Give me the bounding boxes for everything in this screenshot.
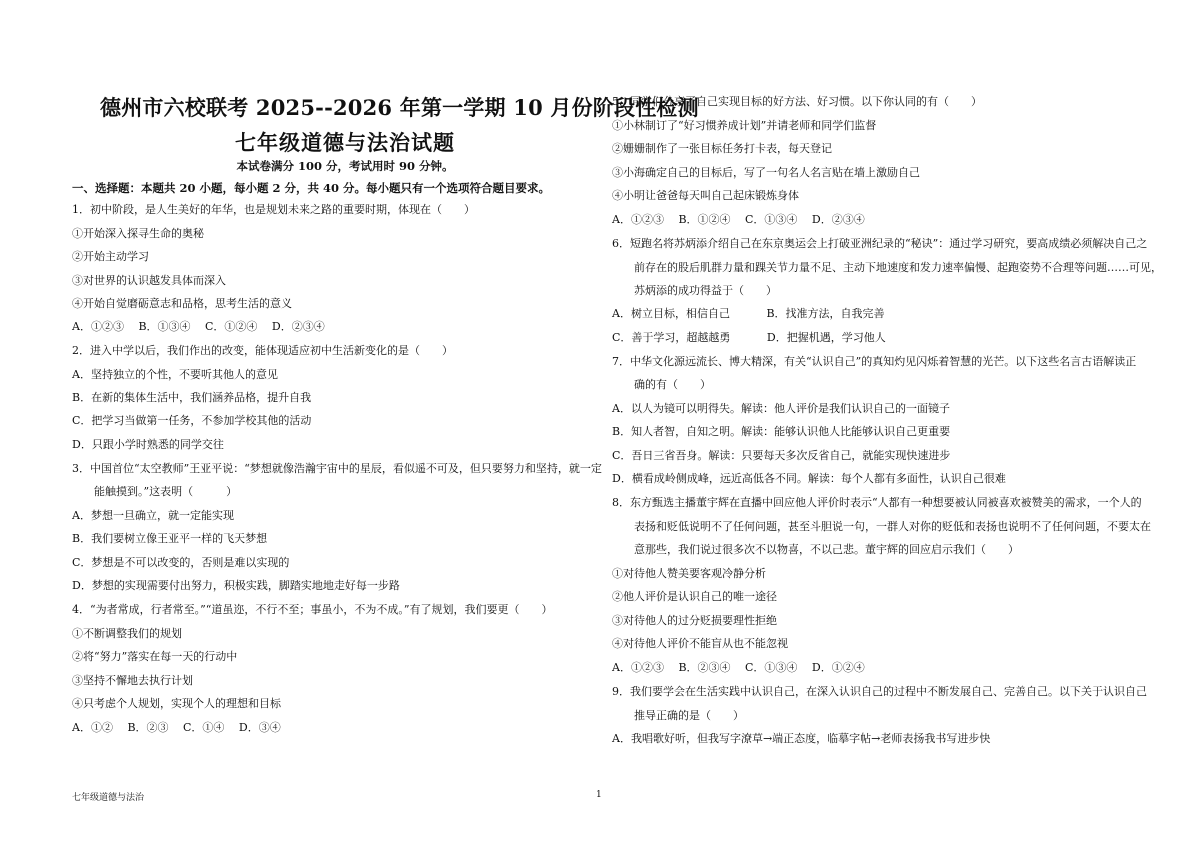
exam-subtitle: 七年级道德与法治试题 — [235, 130, 455, 155]
question-line: A．我唱歌好听，但我写字潦草→端正态度，临摹字帖→老师表扬我书写进步快 — [612, 732, 991, 745]
question-line: A．坚持独立的个性，不要听其他人的意见 — [72, 368, 278, 381]
section-heading: 一、选择题：本题共 20 小题，每小题 2 分，共 40 分。每小题只有一个选项符合题目要求。 — [72, 181, 551, 195]
question-line: A．梦想一旦确立，就一定能实现 — [72, 509, 234, 522]
question-line: B．在新的集体生活中，我们涵养品格，提升自我 — [72, 391, 312, 404]
question-line: 4．“为者常成，行者常至。”“道虽迩，不行不至；事虽小，不为不成。”有了规划，我们要更（ ） — [72, 603, 553, 616]
question-line: 8．东方甄选主播董宇辉在直播中回应他人评价时表示“人都有一种想要被认同被喜欢被赞美的需求，一个人的 — [612, 496, 1142, 509]
question-line: ①开始深入探寻生命的奥秘 — [72, 227, 204, 240]
question-line: A．①② B．②③ C．①④ D．③④ — [72, 721, 281, 734]
question-line: D．梦想的实现需要付出努力，积极实践，脚踏实地地走好每一步路 — [72, 579, 400, 592]
question-line: B．我们要树立像王亚平一样的飞天梦想 — [72, 532, 268, 545]
question-line: C．梦想是不可以改变的，否则是难以实现的 — [72, 556, 290, 569]
question-line: 2．进入中学以后，我们作出的改变，能体现适应初中生活新变化的是（ ） — [72, 344, 453, 357]
question-line: ④只考虑个人规划，实现个人的理想和目标 — [72, 697, 281, 710]
question-line: ④开始自觉磨砺意志和品格，思考生活的意义 — [72, 297, 292, 310]
question-line: 推导正确的是（ ） — [612, 709, 744, 722]
exam-title: 德州市六校联考 2025--2026 年第一学期 10 月份阶段性检测 — [100, 95, 699, 120]
question-line: 确的有（ ） — [612, 378, 711, 391]
question-line: 1．初中阶段，是人生美好的年华，也是规划未来之路的重要时期，体现在（ ） — [72, 203, 475, 216]
question-line: 5．同学们分享了自己实现目标的好方法、好习惯。以下你认同的有（ ） — [612, 95, 982, 108]
question-line: 苏炳添的成功得益于（ ） — [612, 284, 777, 297]
question-line: A．①②③ B．①②④ C．①③④ D．②③④ — [612, 213, 865, 226]
question-line: 意那些，我们说过很多次不以物喜，不以己悲。董宇辉的回应启示我们（ ） — [612, 543, 1019, 556]
question-line: 6．短跑名将苏炳添介绍自己在东京奥运会上打破亚洲纪录的“秘诀”：通过学习研究，要高成绩必须解决自己之 — [612, 237, 1148, 250]
question-line: ①对待他人赞美要客观冷静分析 — [612, 567, 766, 580]
question-line: 9．我们要学会在生活实践中认识自己，在深入认识自己的过程中不断发展自己、完善自己。以下关于认识自己 — [612, 685, 1147, 698]
question-line: D．只跟小学时熟悉的同学交往 — [72, 438, 224, 451]
footer-subject: 七年级道德与法治 — [72, 793, 145, 803]
question-line: C．吾日三省吾身。解读：只要每天多次反省自己，就能实现快速进步 — [612, 449, 951, 462]
question-line: ①小林制订了“好习惯养成计划”并请老师和同学们监督 — [612, 119, 877, 132]
question-line: A．树立目标，相信自己 B．找准方法，自我完善 — [612, 307, 885, 320]
question-line: A．①②③ B．①③④ C．①②④ D．②③④ — [72, 320, 325, 333]
question-line: C．把学习当做第一任务，不参加学校其他的活动 — [72, 414, 312, 427]
question-line: ③小海确定自己的目标后，写了一句名人名言贴在墙上激励自己 — [612, 166, 920, 179]
question-line: ③对世界的认识越发具体而深入 — [72, 274, 226, 287]
question-line: A．①②③ B．②③④ C．①③④ D．①②④ — [612, 661, 865, 674]
question-line: ③坚持不懈地去执行计划 — [72, 674, 193, 687]
question-line: 表扬和贬低说明不了任何问题，甚至斗胆说一句，一群人对你的贬低和表扬也说明不了任何问题，不要太在 — [612, 520, 1151, 533]
question-line: 能触摸到。”这表明（ ） — [72, 485, 238, 498]
page-number: 1 — [596, 790, 602, 800]
question-line: ②他人评价是认识自己的唯一途径 — [612, 590, 777, 603]
question-line: C．善于学习，超越越勇 D．把握机遇，学习他人 — [612, 331, 886, 344]
question-line: 7．中华文化源远流长、博大精深，有关“认识自己”的真知灼见闪烁着智慧的光芒。以下这些名言古语解读正 — [612, 355, 1137, 368]
question-line: D．横看成岭侧成峰，远近高低各不同。解读：每个人都有多面性，认识自己很难 — [612, 472, 1006, 485]
question-line: 3．中国首位“太空教师”王亚平说：“梦想就像浩瀚宇宙中的星辰，看似遥不可及，但只要努力和坚持，就一定 — [72, 462, 602, 475]
question-line: ②姗姗制作了一张目标任务打卡表，每天登记 — [612, 142, 832, 155]
question-line: ①不断调整我们的规划 — [72, 627, 182, 640]
question-line: ④对待他人评价不能盲从也不能忽视 — [612, 637, 788, 650]
question-line: ②开始主动学习 — [72, 250, 149, 263]
question-line: ③对待他人的过分贬损要理性拒绝 — [612, 614, 777, 627]
question-line: ②将“努力”落实在每一天的行动中 — [72, 650, 238, 663]
question-line: ④小明让爸爸每天叫自己起床锻炼身体 — [612, 189, 799, 202]
exam-note: 本试卷满分 100 分，考试用时 90 分钟。 — [236, 159, 454, 173]
question-line: B．知人者智，自知之明。解读：能够认识他人比能够认识自己更重要 — [612, 425, 951, 438]
question-line: 前存在的股后肌群力量和踝关节力量不足、主动下地速度和发力速率偏慢、起跑姿势不合理等问题……可见， — [612, 261, 1162, 274]
question-line: A．以人为镜可以明得失。解读：他人评价是我们认识自己的一面镜子 — [612, 402, 950, 415]
